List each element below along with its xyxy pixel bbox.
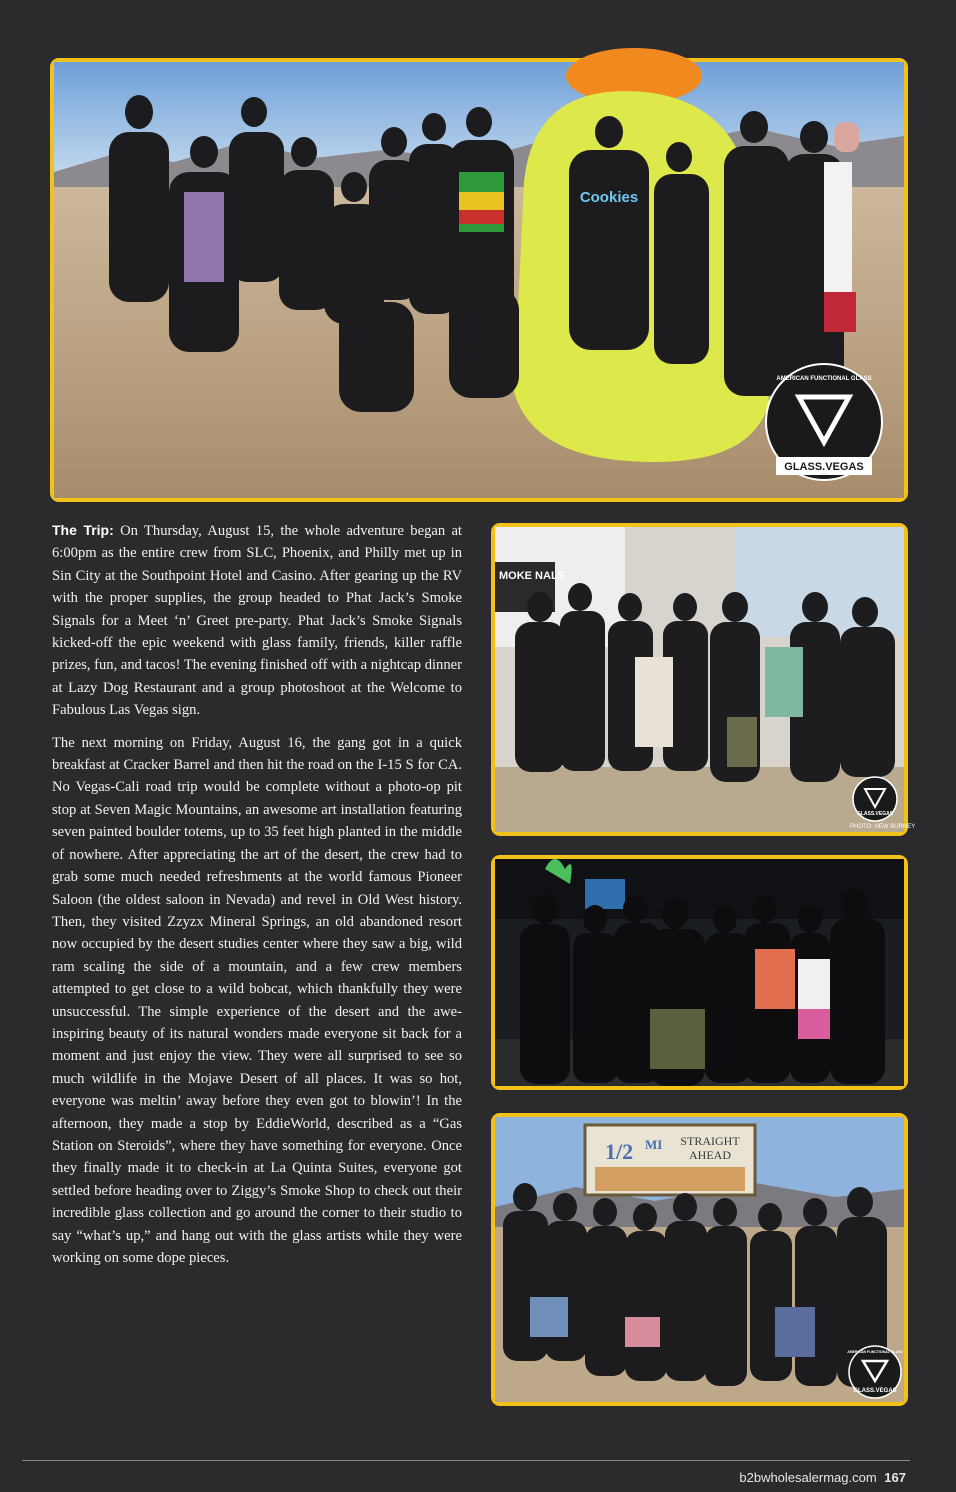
footer-website: b2bwholesalermag.com bbox=[739, 1470, 877, 1485]
glass-vegas-badge bbox=[766, 364, 882, 480]
badge-banner-text: GLASS.VEGAS bbox=[853, 1388, 897, 1394]
badge-arc-text: AMERICAN FUNCTIONAL GLASS bbox=[847, 1350, 903, 1354]
hero-photo bbox=[50, 58, 908, 502]
smoke-shop-photo-scene bbox=[495, 527, 916, 832]
cookies-shirt-text: Cookies bbox=[579, 189, 639, 206]
footer-divider bbox=[22, 1460, 910, 1461]
glass-vegas-badge-corner bbox=[847, 1346, 903, 1398]
glass-vegas-badge-small bbox=[853, 777, 897, 821]
paragraph-2: The next morning on Friday, August 16, the gang got in a quick breakfast at Cracker Barrel and then hit the road on the I-15 S for CA. No Vegas-Cali road trip would be complete without a photo-op pit stop at Seven Magic Mountains, an awesome art installation featuring seven painted boulder totems, up to 35 feet high planted in the middle of nowhere. After appreciating the art of the desert, the crew had to grab some much needed refreshments at the world famous Pioneer Saloon (the oldest saloon in Nevada) and revel in Old West history. Then, they visited Zzyzx Mineral Springs, an old abandoned resort now occupied by the desert studies center where they saw a big, wild ram scaling the side of a mountain, and a few crew members attempted to get close to a wild bobcat, which thankfully they were unsuccessful. The simple experience of the desert and the awe-inspiring beauty of its natural wonders made everyone sit back for a moment and just enjoy the view. They were all surprised to see so much wildlife in the Mojave Desert of all places. It was so hot, everyone was meltin’ away before they even got to blowin’! In the afternoon, they made a stop by EddieWorld, described as a “Gas Station on Steroids”, where they have something for everyone. Once they finally made it to check-in at La Quinta Suites, everyone got settled before heading over to Ziggy’s Smoke Shop to check out their incredible glass collection and go around the corner to their studio to say “what’s up,” and hang out with the glass artists while they were working on some dope pieces. bbox=[52, 734, 462, 1266]
photo-credit: PHOTO: HEW BURNEY bbox=[850, 824, 916, 830]
sign-line-1: STRAIGHT bbox=[680, 1134, 740, 1148]
sign-fraction: 1/2 bbox=[605, 1139, 634, 1164]
smoke-shop-photo bbox=[491, 523, 916, 836]
badge-arc-text: AMERICAN FUNCTIONAL GLASS bbox=[776, 376, 872, 382]
shop-sign-text: MOKE NALS bbox=[499, 570, 565, 582]
article-body bbox=[52, 519, 462, 1279]
sign-mi: MI bbox=[645, 1137, 663, 1152]
night-party-photo-scene bbox=[495, 859, 904, 1086]
sign-line-2: AHEAD bbox=[689, 1148, 731, 1162]
hero-photo-scene bbox=[54, 62, 904, 498]
straight-ahead-photo-scene bbox=[495, 1117, 904, 1402]
page-footer bbox=[739, 1470, 906, 1485]
paragraph-1-text: On Thursday, August 15, the whole adventure began at 6:00pm as the entire crew from SLC, Phoenix, and Philly met up in Sin City at the Southpoint Hotel and Casino. After gearing up the RV with the proper supplies, the group headed to Phat Jack’s Smoke Signals for a Meet ‘n’ Greet pre-party. Phat Jack’s Smoke Signals kicked-off the epic weekend with glass family, friends, killer raffle prizes, fun, and tacos! The evening finished off with a nightcap dinner at Lazy Dog Restaurant and a group photoshoot at the Welcome to Fabulous Las Vegas sign. bbox=[52, 523, 462, 719]
straight-ahead-photo bbox=[491, 1113, 908, 1406]
night-party-photo bbox=[491, 855, 908, 1090]
badge-banner-text: GLASS.VEGAS bbox=[784, 461, 864, 473]
badge-banner-text: GLASS.VEGAS bbox=[856, 811, 894, 817]
lead-in-heading: The Trip: bbox=[52, 522, 114, 538]
paragraph-1 bbox=[52, 519, 462, 722]
page-number: 167 bbox=[884, 1470, 906, 1485]
